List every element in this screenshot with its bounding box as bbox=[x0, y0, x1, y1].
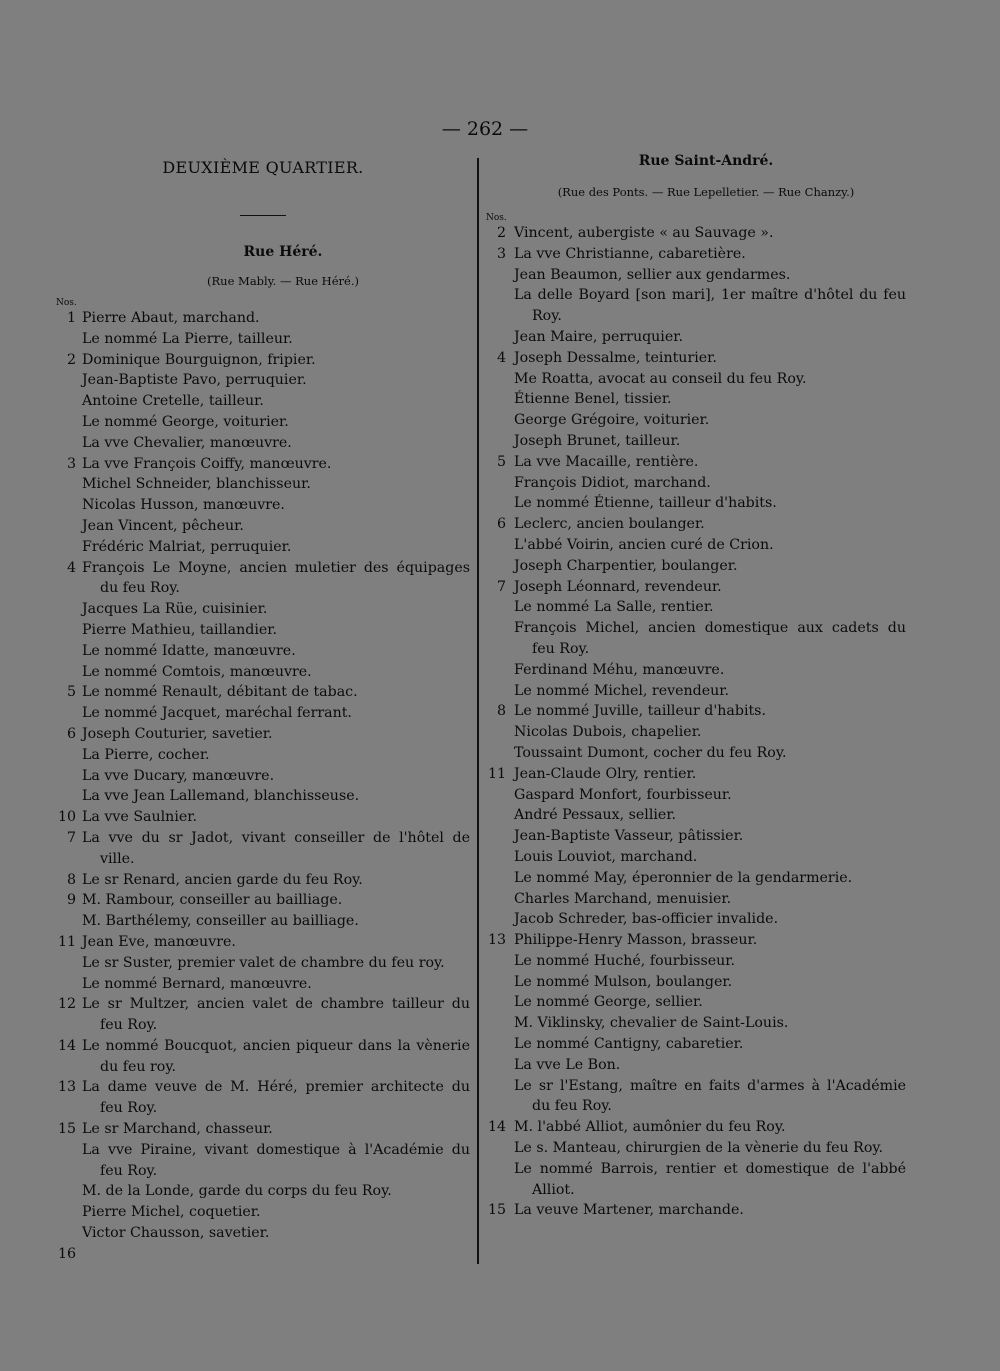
house-number: 13 bbox=[487, 932, 506, 949]
resident-entry: Le s. Manteau, chirurgien de la vènerie du feu Roy. bbox=[514, 1140, 883, 1157]
resident-entry: Ferdinand Méhu, manœuvre. bbox=[514, 661, 725, 678]
house-number: 9 bbox=[66, 892, 76, 909]
resident-entry: Le sr Suster, premier valet de chambre du feu roy. bbox=[82, 954, 445, 971]
list-item bbox=[56, 495, 470, 516]
resident-entry: La vve Chevalier, manœuvre. bbox=[82, 434, 292, 451]
list-item bbox=[486, 930, 906, 951]
resident-entry: Michel Schneider, blanchisseur. bbox=[82, 476, 311, 493]
resident-entry: M. l'abbé Alliot, aumônier du feu Roy. bbox=[514, 1119, 786, 1136]
list-item bbox=[486, 473, 906, 494]
list-item bbox=[56, 1202, 470, 1223]
list-item bbox=[486, 722, 906, 743]
list-item bbox=[486, 223, 906, 244]
resident-entry: Le nommé May, éperonnier de la gendarmerie. bbox=[514, 869, 853, 886]
list-item bbox=[486, 410, 906, 431]
list-item bbox=[56, 807, 470, 828]
resident-entry: La vve Ducary, manœuvre. bbox=[82, 767, 275, 784]
list-item bbox=[486, 805, 906, 826]
house-number: 4 bbox=[66, 559, 76, 576]
house-number: 6 bbox=[66, 725, 76, 742]
list-item bbox=[486, 265, 906, 286]
list-item bbox=[486, 992, 906, 1013]
list-item bbox=[56, 703, 470, 724]
resident-entry: Jean Eve, manœuvre. bbox=[82, 933, 236, 950]
resident-entry: Dominique Bourguignon, fripier. bbox=[82, 351, 316, 368]
list-item bbox=[56, 994, 470, 1036]
resident-entry: François Michel, ancien domestique aux cadets du feu Roy. bbox=[514, 620, 906, 657]
resident-entry: Jacques La Rüe, cuisinier. bbox=[82, 601, 268, 618]
list-item bbox=[486, 618, 906, 660]
resident-entry: Le nommé Huché, fourbisseur. bbox=[514, 952, 735, 969]
house-number: 16 bbox=[57, 1245, 76, 1262]
list-item bbox=[56, 433, 470, 454]
house-number: 14 bbox=[487, 1119, 506, 1136]
resident-entry: Pierre Mathieu, taillandier. bbox=[82, 621, 277, 638]
list-item bbox=[486, 785, 906, 806]
column-divider bbox=[477, 158, 479, 1264]
house-number: 8 bbox=[496, 703, 506, 720]
list-item bbox=[56, 1140, 470, 1182]
resident-entry: La vve Christianne, cabaretière. bbox=[514, 245, 746, 262]
list-item bbox=[56, 932, 470, 953]
list-item bbox=[486, 909, 906, 930]
list-item bbox=[56, 1223, 470, 1244]
resident-entry: Nicolas Dubois, chapelier. bbox=[514, 724, 702, 741]
list-item bbox=[56, 870, 470, 891]
resident-entry: Le nommé Barrois, rentier et domestique de l'abbé Alliot. bbox=[514, 1160, 906, 1198]
list-item bbox=[56, 620, 470, 641]
list-item bbox=[56, 350, 470, 371]
list-item bbox=[56, 641, 470, 662]
resident-list bbox=[486, 223, 906, 1221]
list-item bbox=[486, 452, 906, 473]
list-item bbox=[486, 597, 906, 618]
resident-entry: La vve Piraine, vivant domestique à l'Académie du feu Roy. bbox=[82, 1141, 470, 1179]
resident-entry: Victor Chausson, savetier. bbox=[82, 1225, 270, 1242]
list-item bbox=[56, 953, 470, 974]
resident-entry: Joseph Charpentier, boulanger. bbox=[514, 557, 738, 574]
quarter-title: DEUXIÈME QUARTIER. bbox=[162, 158, 364, 177]
resident-entry: Le sr l'Estang, maître en faits d'armes à l'Académie du feu Roy. bbox=[514, 1077, 906, 1115]
resident-entry: Vincent, aubergiste « au Sauvage ». bbox=[514, 225, 774, 241]
resident-entry: Le nommé Idatte, manœuvre. bbox=[82, 642, 296, 659]
list-item bbox=[486, 1034, 906, 1055]
list-item bbox=[56, 558, 470, 600]
street-aliases: (Rue Mably. — Rue Héré.) bbox=[207, 274, 359, 288]
list-item bbox=[56, 1036, 470, 1078]
list-item bbox=[56, 786, 470, 807]
resident-entry: La vve du sr Jadot, vivant conseiller de l'hôtel de ville. bbox=[82, 829, 470, 867]
list-item bbox=[56, 724, 470, 745]
house-number: 11 bbox=[57, 933, 76, 950]
resident-entry: Le sr Renard, ancien garde du feu Roy. bbox=[82, 871, 363, 888]
list-item bbox=[486, 244, 906, 265]
house-number: 2 bbox=[496, 225, 506, 241]
list-item bbox=[486, 514, 906, 535]
list-item bbox=[56, 682, 470, 703]
list-item bbox=[486, 1013, 906, 1034]
house-number: 10 bbox=[57, 809, 76, 826]
list-item bbox=[56, 890, 470, 911]
resident-entry: Joseph Couturier, savetier. bbox=[82, 725, 273, 742]
list-item bbox=[56, 391, 470, 412]
list-item bbox=[486, 972, 906, 993]
resident-entry: Gaspard Monfort, fourbisseur. bbox=[514, 786, 732, 803]
list-item bbox=[486, 535, 906, 556]
house-number: 7 bbox=[496, 578, 506, 595]
resident-entry: Jean-Baptiste Vasseur, pâtissier. bbox=[514, 828, 744, 845]
list-item bbox=[486, 348, 906, 369]
resident-entry: Le nommé La Pierre, tailleur. bbox=[82, 330, 293, 347]
house-number: 8 bbox=[66, 871, 76, 888]
page-number: — 262 — bbox=[441, 118, 529, 140]
list-item bbox=[486, 556, 906, 577]
house-number: 1 bbox=[66, 310, 76, 326]
resident-entry: Antoine Cretelle, tailleur. bbox=[82, 393, 264, 410]
list-item bbox=[56, 911, 470, 932]
numbers-label: Nos. bbox=[486, 213, 507, 223]
list-item bbox=[56, 454, 470, 475]
list-item bbox=[486, 660, 906, 681]
list-item bbox=[486, 1138, 906, 1159]
title-rule bbox=[240, 215, 286, 216]
list-item bbox=[56, 537, 470, 558]
resident-entry: Le nommé Juville, tailleur d'habits. bbox=[514, 703, 766, 720]
resident-entry: Le nommé Michel, revendeur. bbox=[514, 682, 729, 699]
resident-entry: Charles Marchand, menuisier. bbox=[514, 890, 732, 907]
resident-entry: Pierre Michel, coquetier. bbox=[82, 1204, 261, 1221]
list-item bbox=[56, 329, 470, 350]
resident-entry: Toussaint Dumont, cocher du feu Roy. bbox=[514, 744, 787, 761]
resident-entry: Le nommé Renault, débitant de tabac. bbox=[82, 684, 358, 701]
resident-entry: La vve Jean Lallemand, blanchisseuse. bbox=[82, 788, 360, 805]
list-item bbox=[56, 662, 470, 683]
house-number: 7 bbox=[66, 829, 76, 846]
resident-entry: Me Roatta, avocat au conseil du feu Roy. bbox=[514, 370, 807, 387]
resident-entry: Nicolas Husson, manœuvre. bbox=[82, 497, 285, 514]
resident-list bbox=[56, 308, 470, 1262]
resident-entry: Jean Maire, perruquier. bbox=[514, 328, 683, 345]
list-item bbox=[56, 828, 470, 870]
resident-entry: Jacob Schreder, bas-officier invalide. bbox=[514, 911, 779, 928]
resident-entry: Étienne Benel, tissier. bbox=[514, 391, 672, 408]
list-item bbox=[56, 474, 470, 495]
list-item bbox=[56, 370, 470, 391]
numbers-label: Nos. bbox=[56, 298, 77, 308]
house-number: 15 bbox=[487, 1202, 506, 1219]
resident-entry: Le nommé Boucquot, ancien piqueur dans la vènerie du feu roy. bbox=[82, 1037, 470, 1075]
list-item bbox=[56, 308, 470, 329]
resident-entry: L'abbé Voirin, ancien curé de Crion. bbox=[514, 536, 774, 553]
resident-entry: La vve Saulnier. bbox=[82, 809, 197, 826]
list-item bbox=[56, 412, 470, 433]
resident-entry: Joseph Léonnard, revendeur. bbox=[514, 578, 722, 595]
street-heading: Rue Héré. bbox=[243, 244, 323, 260]
list-item bbox=[486, 1159, 906, 1201]
resident-entry: Le nommé Bernard, manœuvre. bbox=[82, 975, 312, 992]
list-item bbox=[486, 1117, 906, 1138]
list-item bbox=[486, 389, 906, 410]
list-item bbox=[486, 889, 906, 910]
resident-entry: George Grégoire, voiturier. bbox=[514, 412, 710, 429]
list-item bbox=[486, 847, 906, 868]
resident-entry: Le nommé La Salle, rentier. bbox=[514, 599, 714, 616]
house-number: 2 bbox=[66, 351, 76, 368]
list-item bbox=[486, 493, 906, 514]
resident-entry: André Pessaux, sellier. bbox=[514, 807, 677, 824]
house-number: 14 bbox=[57, 1037, 76, 1054]
list-item bbox=[486, 743, 906, 764]
list-item bbox=[56, 1181, 470, 1202]
list-item bbox=[56, 974, 470, 995]
resident-entry: Le nommé Mulson, boulanger. bbox=[514, 973, 733, 990]
list-item bbox=[486, 681, 906, 702]
list-item bbox=[486, 431, 906, 452]
resident-entry: Jean Vincent, pêcheur. bbox=[82, 517, 244, 534]
house-number: 15 bbox=[57, 1121, 76, 1138]
resident-entry: La delle Boyard [son mari], 1er maître d'hôtel du feu Roy. bbox=[514, 287, 906, 325]
resident-entry: Le sr Marchand, chasseur. bbox=[82, 1121, 273, 1138]
resident-entry: M. Rambour, conseiller au bailliage. bbox=[82, 892, 343, 909]
house-number: 3 bbox=[496, 245, 506, 262]
resident-entry: Jean-Claude Olry, rentier. bbox=[514, 765, 697, 782]
list-item bbox=[486, 369, 906, 390]
resident-entry: Philippe-Henry Masson, brasseur. bbox=[514, 932, 758, 949]
resident-entry: Jean-Baptiste Pavo, perruquier. bbox=[82, 372, 307, 389]
resident-entry: François Didiot, marchand. bbox=[514, 474, 711, 491]
resident-entry: Jean Beaumon, sellier aux gendarmes. bbox=[514, 266, 791, 283]
house-number: 12 bbox=[57, 996, 76, 1013]
resident-entry: Frédéric Malriat, perruquier. bbox=[82, 538, 292, 555]
left-column bbox=[56, 150, 470, 1262]
resident-entry: Pierre Abaut, marchand. bbox=[82, 310, 260, 326]
resident-entry: François Le Moyne, ancien muletier des équipages du feu Roy. bbox=[82, 559, 470, 597]
list-item bbox=[486, 327, 906, 348]
list-item bbox=[486, 577, 906, 598]
list-item bbox=[56, 516, 470, 537]
house-number: 5 bbox=[496, 453, 506, 470]
house-number: 4 bbox=[496, 349, 506, 366]
list-item bbox=[56, 766, 470, 787]
house-number: 6 bbox=[496, 516, 506, 533]
resident-entry: Le nommé Jacquet, maréchal ferrant. bbox=[82, 705, 352, 722]
list-item bbox=[56, 745, 470, 766]
list-item bbox=[486, 868, 906, 889]
street-aliases: (Rue des Ponts. — Rue Lepelletier. — Rue Chanzy.) bbox=[557, 185, 855, 199]
resident-entry: La vve Le Bon. bbox=[514, 1056, 621, 1073]
list-item bbox=[486, 1200, 906, 1221]
list-item bbox=[486, 764, 906, 785]
resident-entry: Le nommé Cantigny, cabaretier. bbox=[514, 1036, 744, 1053]
resident-entry: Joseph Brunet, tailleur. bbox=[514, 432, 681, 449]
list-item bbox=[56, 599, 470, 620]
resident-entry: Louis Louviot, marchand. bbox=[514, 848, 698, 865]
house-number: 3 bbox=[66, 455, 76, 472]
resident-entry: Leclerc, ancien boulanger. bbox=[514, 516, 705, 533]
resident-entry: M. de la Londe, garde du corps du feu Roy. bbox=[82, 1183, 392, 1200]
resident-entry: La Pierre, cocher. bbox=[82, 746, 210, 763]
resident-entry: La vve François Coiffy, manœuvre. bbox=[82, 455, 332, 472]
list-item bbox=[486, 1076, 906, 1118]
resident-entry: La vve Macaille, rentière. bbox=[514, 453, 699, 470]
house-number: 5 bbox=[66, 684, 76, 701]
list-item bbox=[486, 1055, 906, 1076]
list-item bbox=[486, 951, 906, 972]
street-heading: Rue Saint-André. bbox=[638, 153, 774, 169]
list-item bbox=[486, 701, 906, 722]
resident-entry: Le nommé Comtois, manœuvre. bbox=[82, 663, 312, 680]
list-item bbox=[56, 1119, 470, 1140]
list-item bbox=[486, 285, 906, 327]
list-item bbox=[486, 826, 906, 847]
list-item bbox=[56, 1077, 470, 1119]
resident-entry: M. Viklinsky, chevalier de Saint-Louis. bbox=[514, 1015, 789, 1032]
resident-entry: Joseph Dessalme, teinturier. bbox=[514, 349, 717, 366]
resident-entry: M. Barthélemy, conseiller au bailliage. bbox=[82, 913, 359, 930]
house-number: 11 bbox=[487, 765, 506, 782]
resident-entry: La veuve Martener, marchande. bbox=[514, 1202, 744, 1219]
resident-entry: Le nommé Étienne, tailleur d'habits. bbox=[514, 495, 777, 512]
resident-entry: La dame veuve de M. Héré, premier architecte du feu Roy. bbox=[82, 1079, 470, 1117]
house-number: 13 bbox=[57, 1079, 76, 1096]
resident-entry: Le nommé George, sellier. bbox=[514, 994, 703, 1011]
right-column bbox=[486, 150, 906, 1221]
resident-entry: Le sr Multzer, ancien valet de chambre tailleur du feu Roy. bbox=[82, 996, 470, 1034]
resident-entry: Le nommé George, voiturier. bbox=[82, 413, 289, 430]
